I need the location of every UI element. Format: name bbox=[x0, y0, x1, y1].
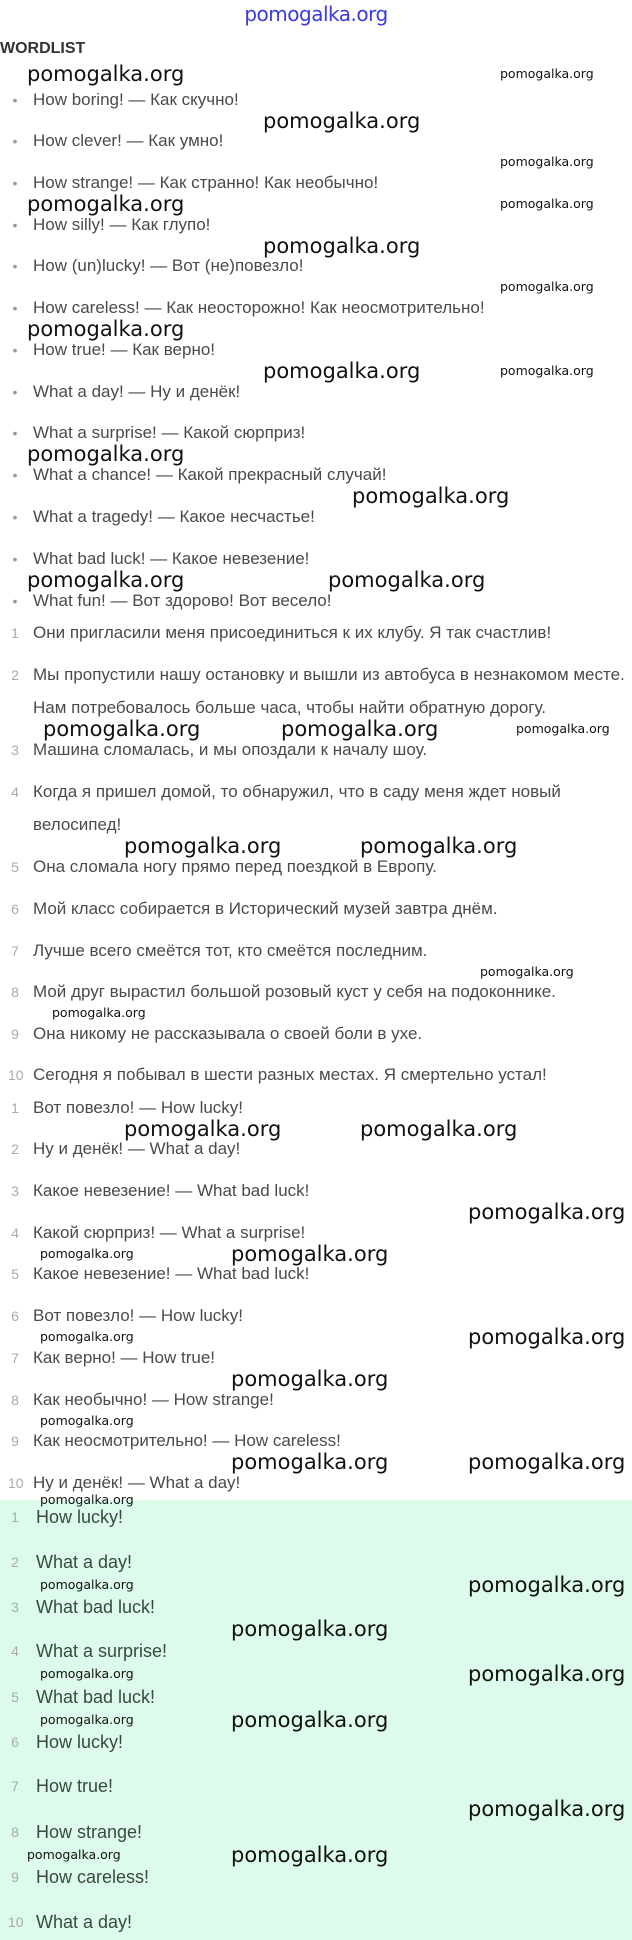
watermark: pomogalka.org bbox=[263, 359, 421, 383]
item-number: 9 bbox=[11, 1869, 19, 1885]
item-text: Вот повезло! — How lucky! bbox=[33, 1306, 244, 1325]
bullet-icon: • bbox=[12, 217, 18, 233]
watermark: pomogalka.org bbox=[40, 1492, 134, 1507]
item-number: 8 bbox=[11, 984, 19, 1000]
bullet-icon: • bbox=[12, 425, 18, 441]
item-text: What fun! — Вот здорово! Вот весело! bbox=[33, 591, 332, 610]
watermark: pomogalka.org bbox=[468, 1797, 626, 1821]
watermark: pomogalka.org bbox=[27, 317, 185, 341]
item-number: 5 bbox=[11, 1266, 19, 1282]
item-text: Они пригласили меня присоединиться к их клубу. Я так счастлив! bbox=[33, 623, 552, 642]
item-text: велосипед! bbox=[33, 815, 122, 834]
item-text: What a surprise! bbox=[36, 1641, 168, 1661]
item-number: 10 bbox=[8, 1475, 24, 1491]
item-number: 3 bbox=[11, 1599, 19, 1615]
watermark: pomogalka.org bbox=[468, 1450, 626, 1474]
item-text: What bad luck! bbox=[36, 1597, 156, 1617]
watermark: pomogalka.org bbox=[500, 196, 594, 211]
watermark: pomogalka.org bbox=[352, 484, 510, 508]
item-number: 8 bbox=[11, 1392, 19, 1408]
item-text: How boring! — Как скучно! bbox=[33, 90, 239, 109]
item-text: How true! bbox=[36, 1776, 114, 1796]
item-number: 6 bbox=[11, 901, 19, 917]
item-number: 7 bbox=[11, 1778, 19, 1794]
watermark: pomogalka.org bbox=[263, 109, 421, 133]
item-number: 4 bbox=[11, 1225, 19, 1241]
item-text: Как верно! — How true! bbox=[33, 1348, 216, 1367]
watermark: pomogalka.org bbox=[40, 1413, 134, 1428]
item-text: How careless! — Как неосторожно! Как неосмотрительно! bbox=[33, 298, 485, 317]
watermark: pomogalka.org bbox=[468, 1662, 626, 1686]
item-text: How strange! — Как странно! Как необычно! bbox=[33, 173, 379, 192]
watermark: pomogalka.org bbox=[124, 1117, 282, 1141]
item-text: How lucky! bbox=[36, 1507, 124, 1527]
item-number: 8 bbox=[11, 1824, 19, 1840]
item-text: Мой класс собирается в Исторический музей завтра днём. bbox=[33, 899, 498, 918]
item-number: 4 bbox=[11, 784, 19, 800]
item-text: Она никому не рассказывала о своей боли в ухе. bbox=[33, 1024, 423, 1043]
watermark: pomogalka.org bbox=[231, 1843, 389, 1867]
item-text: Как неосмотрительно! — How careless! bbox=[33, 1431, 341, 1450]
watermark: pomogalka.org bbox=[40, 1666, 134, 1681]
bullet-icon: • bbox=[12, 509, 18, 525]
item-text: How (un)lucky! — Вот (не)повезло! bbox=[33, 256, 304, 275]
item-text: Машина сломалась, и мы опоздали к началу шоу. bbox=[33, 740, 428, 759]
item-text: Ну и денёк! — What a day! bbox=[33, 1473, 241, 1492]
watermark: pomogalka.org bbox=[27, 1847, 121, 1862]
watermark: pomogalka.org bbox=[328, 568, 486, 592]
watermark: pomogalka.org bbox=[40, 1712, 134, 1727]
watermark: pomogalka.org bbox=[40, 1577, 134, 1592]
watermark: pomogalka.org bbox=[281, 717, 439, 741]
watermark: pomogalka.org bbox=[27, 62, 185, 86]
item-number: 1 bbox=[11, 1509, 19, 1525]
item-text: Какое невезение! — What bad luck! bbox=[33, 1181, 310, 1200]
bullet-icon: • bbox=[12, 593, 18, 609]
watermark: pomogalka.org bbox=[124, 834, 282, 858]
item-text: How strange! bbox=[36, 1822, 143, 1842]
watermark: pomogalka.org bbox=[27, 442, 185, 466]
item-number: 7 bbox=[11, 1350, 19, 1366]
bullet-icon: • bbox=[12, 133, 18, 149]
item-number: 1 bbox=[11, 625, 19, 641]
watermark: pomogalka.org bbox=[263, 234, 421, 258]
item-number: 2 bbox=[11, 1141, 19, 1157]
watermark: pomogalka.org bbox=[231, 1367, 389, 1391]
item-text: Какое невезение! — What bad luck! bbox=[33, 1264, 310, 1283]
item-number: 4 bbox=[11, 1643, 19, 1659]
item-text: What a day! — Ну и денёк! bbox=[33, 382, 241, 401]
item-text: How silly! — Как глупо! bbox=[33, 215, 211, 234]
watermark: pomogalka.org bbox=[360, 834, 518, 858]
item-number: 5 bbox=[11, 1689, 19, 1705]
item-number: 2 bbox=[11, 667, 19, 683]
item-text: How true! — Как верно! bbox=[33, 340, 216, 359]
item-text: How careless! bbox=[36, 1867, 150, 1887]
site-logo: pomogalka.org bbox=[244, 2, 388, 26]
item-text: Нам потребовалось больше часа, чтобы найти обратную дорогу. bbox=[33, 698, 546, 717]
bullet-icon: • bbox=[12, 92, 18, 108]
watermark: pomogalka.org bbox=[27, 192, 185, 216]
item-text: What a tragedy! — Какое несчастье! bbox=[33, 507, 315, 526]
item-text: Вот повезло! — How lucky! bbox=[33, 1098, 244, 1117]
watermark: pomogalka.org bbox=[52, 1005, 146, 1020]
item-text: What bad luck! bbox=[36, 1687, 156, 1707]
item-text: Как необычно! — How strange! bbox=[33, 1390, 274, 1409]
item-text: How clever! — Как умно! bbox=[33, 131, 224, 150]
item-number: 10 bbox=[8, 1914, 24, 1930]
item-text: Ну и денёк! — What a day! bbox=[33, 1139, 241, 1158]
item-text: Когда я пришел домой, то обнаружил, что в саду меня ждет новый bbox=[33, 782, 561, 801]
item-text: Сегодня я побывал в шести разных местах. Я смертельно устал! bbox=[33, 1065, 547, 1084]
item-text: Какой сюрприз! — What a surprise! bbox=[33, 1223, 306, 1242]
bullet-icon: • bbox=[12, 384, 18, 400]
item-number: 9 bbox=[11, 1433, 19, 1449]
watermark: pomogalka.org bbox=[43, 717, 201, 741]
watermark: pomogalka.org bbox=[500, 154, 594, 169]
watermark: pomogalka.org bbox=[468, 1573, 626, 1597]
watermark: pomogalka.org bbox=[231, 1242, 389, 1266]
bullet-icon: • bbox=[12, 175, 18, 191]
item-number: 5 bbox=[11, 859, 19, 875]
item-text: How lucky! bbox=[36, 1732, 124, 1752]
watermark: pomogalka.org bbox=[516, 721, 610, 736]
item-text: Мой друг вырастил большой розовый куст у себя на подоконнике. bbox=[33, 982, 556, 1001]
watermark: pomogalka.org bbox=[468, 1325, 626, 1349]
item-number: 3 bbox=[11, 1183, 19, 1199]
bullet-icon: • bbox=[12, 467, 18, 483]
watermark: pomogalka.org bbox=[27, 568, 185, 592]
item-text: What a chance! — Какой прекрасный случай! bbox=[33, 465, 387, 484]
item-number: 6 bbox=[11, 1734, 19, 1750]
item-number: 3 bbox=[11, 742, 19, 758]
watermark: pomogalka.org bbox=[500, 279, 594, 294]
watermark: pomogalka.org bbox=[40, 1329, 134, 1344]
bullet-icon: • bbox=[12, 300, 18, 316]
watermark: pomogalka.org bbox=[40, 1246, 134, 1261]
wordlist-heading: WORDLIST bbox=[0, 40, 86, 57]
watermark: pomogalka.org bbox=[360, 1117, 518, 1141]
item-number: 9 bbox=[11, 1026, 19, 1042]
item-number: 2 bbox=[11, 1554, 19, 1570]
item-text: What a surprise! — Какой сюрприз! bbox=[33, 423, 306, 442]
item-text: Она сломала ногу прямо перед поездкой в Европу. bbox=[33, 857, 437, 876]
bullet-icon: • bbox=[12, 342, 18, 358]
watermark: pomogalka.org bbox=[500, 363, 594, 378]
bullet-icon: • bbox=[12, 258, 18, 274]
watermark: pomogalka.org bbox=[500, 66, 594, 81]
item-number: 10 bbox=[8, 1067, 24, 1083]
bullet-icon: • bbox=[12, 551, 18, 567]
item-text: What a day! bbox=[36, 1912, 133, 1932]
item-number: 7 bbox=[11, 943, 19, 959]
watermark: pomogalka.org bbox=[480, 964, 574, 979]
watermark: pomogalka.org bbox=[231, 1708, 389, 1732]
item-text: What bad luck! — Какое невезение! bbox=[33, 549, 310, 568]
watermark: pomogalka.org bbox=[468, 1200, 626, 1224]
item-number: 1 bbox=[11, 1100, 19, 1116]
item-text: What a day! bbox=[36, 1552, 133, 1572]
watermark: pomogalka.org bbox=[231, 1450, 389, 1474]
item-text: Лучше всего смеётся тот, кто смеётся последним. bbox=[33, 941, 428, 960]
item-number: 6 bbox=[11, 1308, 19, 1324]
watermark: pomogalka.org bbox=[231, 1617, 389, 1641]
item-text: Мы пропустили нашу остановку и вышли из автобуса в незнакомом месте. bbox=[33, 665, 625, 684]
